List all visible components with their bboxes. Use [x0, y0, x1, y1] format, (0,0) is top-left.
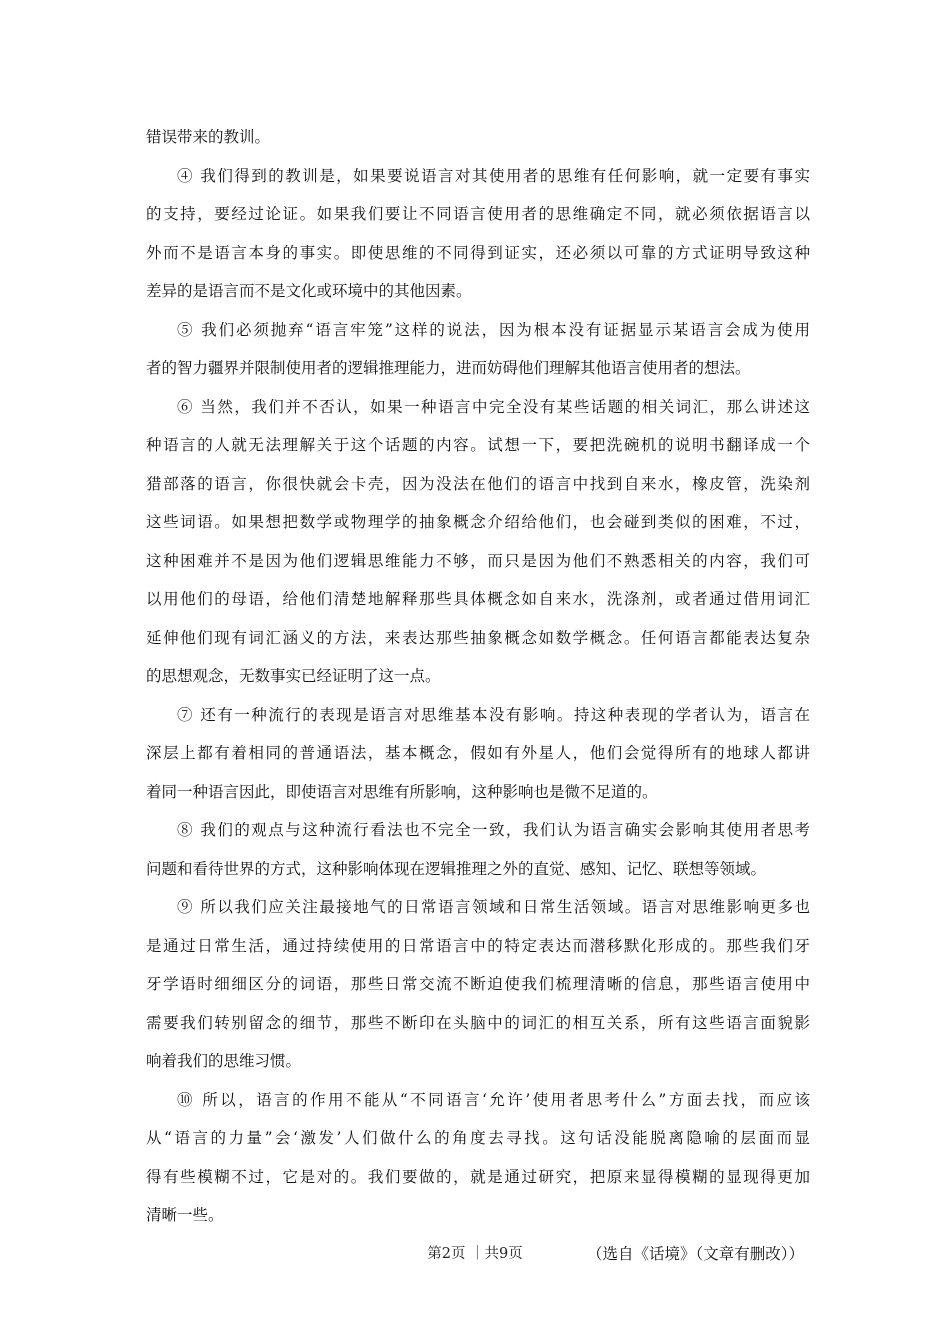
text-line: 是通过日常生活，通过持续使用的日常语言中的特定表达而潜移默化形成的。那些我们牙: [146, 936, 810, 955]
text-line: 者的智力疆界并限制使用者的逻辑推理能力，进而妨碍他们理解其他语言使用者的想法。: [146, 359, 751, 377]
text-line: 这些词语。如果想把数学或物理学的抽象概念介绍给他们，也会碰到类似的困难，不过，: [146, 513, 810, 531]
text-line: 错误带来的教训。: [146, 128, 271, 146]
text-line: ⑥ 当然，我们并不否认，如果一种语言中完全没有某些话题的相关词汇，那么讲述这: [177, 397, 810, 416]
text-line: 着同一种语言因此，即使语言对思维有所影响，这种影响也是微不足道的。: [146, 782, 658, 801]
text-line: 得有些模糊不过，它是对的。我们要做的，就是通过研究，把原来显得模糊的显现得更加: [146, 1167, 810, 1186]
text-line: 差异的是语言而不是文化或环境中的其他因素。: [146, 282, 472, 300]
paragraph-3-end: [146, 118, 810, 157]
paragraph-6: [146, 388, 810, 696]
paragraph-4: [146, 157, 810, 311]
text-line: ⑤ 我们必须抛弃“语言牢笼”这样的说法，因为根本没有证据显示某语言会成为使用: [177, 320, 810, 339]
text-line: 以用他们的母语，给他们清楚地解释那些具体概念如自来水，洗涤剂，或者通过借用词汇: [146, 590, 810, 608]
paragraph-8: [146, 811, 810, 888]
page-footer: 第2页 ｜共9页: [427, 1246, 523, 1262]
paragraph-5: [146, 311, 810, 388]
text-line: 牙学语时细细区分的词语，那些日常交流不断迫使我们梳理清晰的信息，那些语言使用中: [146, 975, 810, 993]
text-line: 的思想观念，无数事实已经证明了这一点。: [146, 667, 441, 685]
paragraph-9: [146, 888, 810, 1081]
article-body: [146, 118, 810, 1273]
text-line: 延伸他们现有词汇涵义的方法，来表达那些抽象概念如数学概念。任何语言都能表达复杂: [146, 628, 810, 647]
text-line: 猎部落的语言，你很快就会卡壳，因为没法在他们的语言中找到自来水，橡皮管，洗染剂: [146, 474, 810, 493]
source-citation: （选自《话境》（文章有删改））: [586, 1244, 804, 1263]
paragraph-10: [146, 1081, 810, 1235]
text-line: ⑩ 所以，语言的作用不能从“不同语言‘允许’使用者思考什么”方面去找，而应该: [177, 1090, 810, 1109]
text-line: 响着我们的思维习惯。: [146, 1052, 302, 1070]
text-line: ⑧ 我们的观点与这种流行看法也不完全一致，我们认为语言确实会影响其使用者思考: [177, 821, 810, 839]
text-line: ⑨ 所以我们应关注最接地气的日常语言领域和日常生活领域。语言对思维影响更多也: [177, 898, 810, 916]
text-line: 从“语言的力量”会‘激发’人们做什么的角度去寻找。这句话没能脱离隐喻的层面而显: [146, 1129, 810, 1147]
text-line: ⑦ 还有一种流行的表现是语言对思维基本没有影响。持这种表现的学者认为，语言在: [177, 705, 810, 724]
text-line: 外而不是语言本身的事实。即使思维的不同得到证实，还必须以可靠的方式证明导致这种: [146, 243, 810, 262]
text-line: 需要我们转别留念的细节，那些不断印在头脑中的词汇的相互关系，所有这些语言面貌影: [146, 1013, 810, 1032]
text-line: 问题和看待世界的方式，这种影响体现在逻辑推理之外的直觉、感知、记忆、联想等领域。: [146, 859, 767, 878]
text-line: 这种困难并不是因为他们逻辑思维能力不够，而只是因为他们不熟悉相关的内容，我们可: [146, 551, 810, 570]
text-line: ④ 我们得到的教训是，如果要说语言对其使用者的思维有任何影响，就一定要有事实: [177, 166, 810, 185]
text-line: 深层上都有着相同的普通语法，基本概念，假如有外星人，他们会觉得所有的地球人都讲: [146, 744, 810, 762]
paragraph-7: [146, 696, 810, 812]
text-line: 的支持，要经过论证。如果我们要让不同语言使用者的思维确定不同，就必须依据语言以: [146, 205, 810, 223]
text-line: 种语言的人就无法理解关于这个话题的内容。试想一下，要把洗碗机的说明书翻译成一个: [146, 436, 810, 454]
text-line: 清晰一些。: [146, 1206, 224, 1224]
